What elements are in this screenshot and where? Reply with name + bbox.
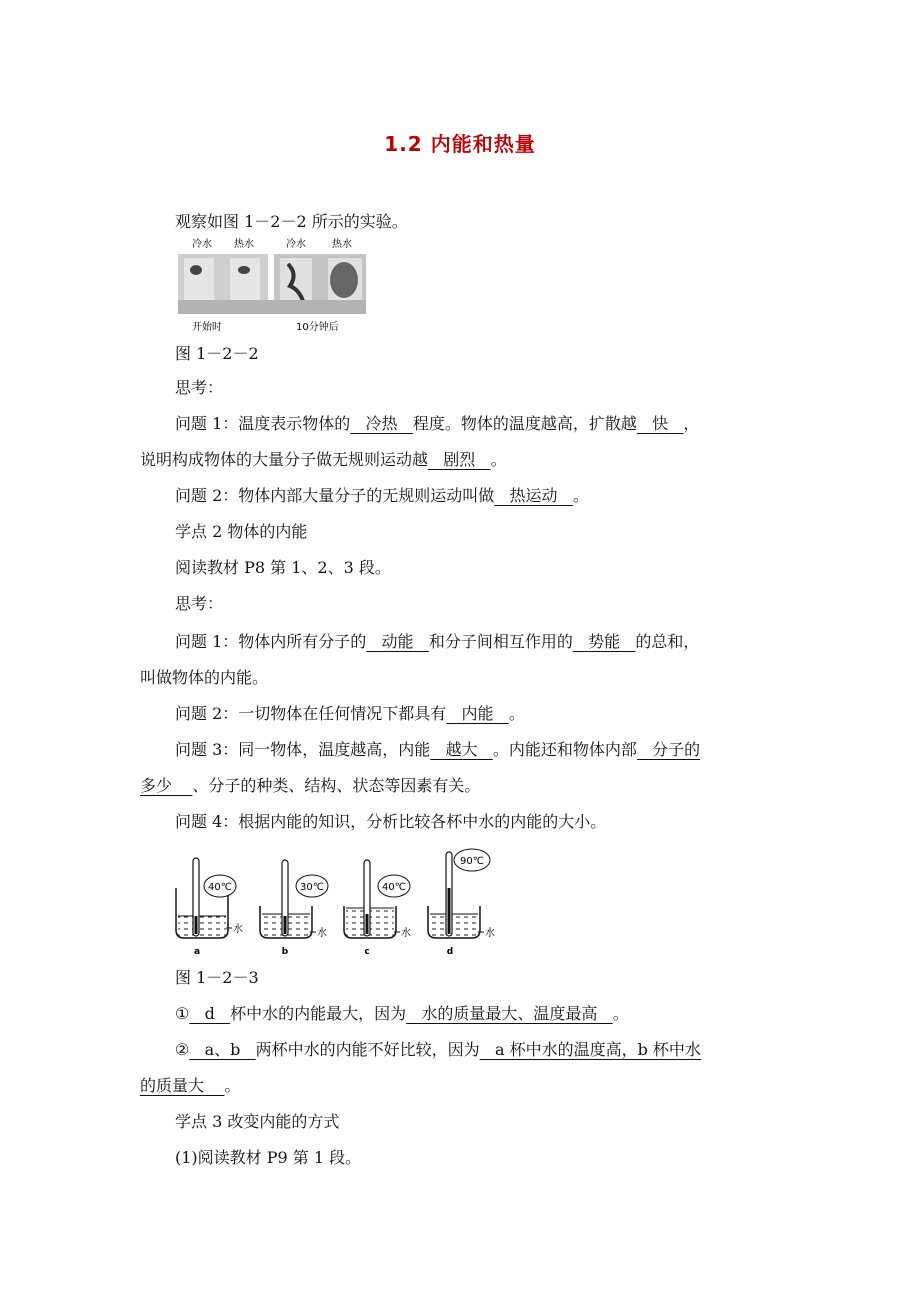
section-heading-2: 学点 2 物体的内能 <box>175 522 308 541</box>
reading-instruction-2: (1)阅读教材 P9 第 1 段。 <box>175 1148 362 1167</box>
answer-reason-2b: 的质量大 <box>140 1076 205 1095</box>
temp-a-label: 40℃ <box>208 882 232 893</box>
fig1-label-after: 10分钟后 <box>296 322 339 333</box>
q1-text-a: 问题 1：温度表示物体的 <box>175 414 351 433</box>
think-label-1: 思考： <box>175 378 224 397</box>
question-5-line-2: 多少 、分子的种类、结构、状态等因素有关。 <box>140 776 481 795</box>
answer-kinetic-energy: 动能 <box>381 632 414 651</box>
question-4: 问题 2：一切物体在任何情况下都具有 内能 。 <box>175 704 525 723</box>
diffusion-experiment-figure <box>178 236 370 334</box>
think-label-2: 思考： <box>175 594 224 613</box>
q1-text-b: 程度。物体的温度越高，扩散越 <box>412 414 637 433</box>
answer-reason-2a: a 杯中水的温度高，b 杯中水 <box>494 1040 701 1059</box>
answer-internal-energy: 内能 <box>461 704 494 723</box>
question-2: 问题 2：物体内部大量分子的无规则运动叫做 热运动 。 <box>175 486 589 505</box>
answer-cold-hot: 冷热 <box>365 414 398 433</box>
beaker-b <box>260 860 328 957</box>
answer-2-line-2: 的质量大 。 <box>140 1076 241 1095</box>
beakers-figure <box>168 848 504 958</box>
question-1-line-1: 问题 1：温度表示物体的 冷热 程度。物体的温度越高，扩散越 快 ， <box>175 414 700 433</box>
temp-b-label: 30℃ <box>300 882 324 893</box>
answer-intense: 剧烈 <box>443 450 476 469</box>
fig1-label-hot-2: 热水 <box>332 239 352 250</box>
section-heading-3: 学点 3 改变内能的方式 <box>175 1112 340 1131</box>
intro-text: 观察如图 1－2－2 所示的实验。 <box>175 212 408 231</box>
cup-label-d: d <box>446 947 454 957</box>
question-6: 问题 4：根据内能的知识，分析比较各杯中水的内能的大小。 <box>175 812 607 831</box>
answer-larger: 越大 <box>445 740 478 759</box>
figure-caption-2: 图 1－2－3 <box>175 968 259 987</box>
fig1-label-hot-1: 热水 <box>234 239 254 250</box>
temp-d-label: 90℃ <box>460 856 484 867</box>
beaker-c <box>344 860 411 957</box>
fig1-label-cold-2: 冷水 <box>286 239 306 250</box>
answer-reason-1: 水的质量最大、温度最高 <box>421 1004 598 1023</box>
answer-cups-ab: a、b <box>204 1040 241 1059</box>
answer-molecule-count-a: 分子的 <box>652 740 701 759</box>
answer-fast: 快 <box>652 414 669 433</box>
answer-cup-d: d <box>204 1004 215 1023</box>
reading-instruction-1: 阅读教材 P8 第 1、2、3 段。 <box>175 558 391 577</box>
water-label-d: 水 <box>485 928 495 939</box>
page-title: 1.2 内能和热量 <box>384 132 536 156</box>
beaker-d <box>428 849 495 957</box>
water-label-c: 水 <box>401 928 411 939</box>
question-3-line-1: 问题 1：物体内所有分子的 动能 和分子间相互作用的 势能 的总和， <box>175 632 700 651</box>
temp-c-label: 40℃ <box>382 882 406 893</box>
answer-molecule-count-b: 多少 <box>140 776 173 795</box>
answer-1: ① d 杯中水的内能最大，因为 水的质量最大、温度最高 。 <box>175 1004 629 1023</box>
cup-label-c: c <box>364 947 370 957</box>
beaker-a <box>176 858 243 957</box>
question-1-line-2: 说明构成物体的大量分子做无规则运动越 剧烈 。 <box>140 450 507 469</box>
fig1-label-cold-1: 冷水 <box>192 239 212 250</box>
water-label-b: 水 <box>317 928 327 939</box>
answer-thermal-motion: 热运动 <box>509 486 558 505</box>
cup-label-a: a <box>193 947 201 957</box>
water-label-a: 水 <box>233 924 243 935</box>
question-3-line-2: 叫做物体的内能。 <box>140 668 269 687</box>
question-5-line-1: 问题 3：同一物体，温度越高，内能 越大 。内能还和物体内部 分子的 <box>175 740 701 759</box>
answer-2-line-1: ② a、b 两杯中水的内能不好比较，因为 a 杯中水的温度高，b 杯中水 <box>175 1040 701 1059</box>
fig1-label-start: 开始时 <box>192 322 222 333</box>
answer-potential-energy: 势能 <box>588 632 621 651</box>
cup-label-b: b <box>281 947 289 957</box>
figure-caption-1: 图 1－2－2 <box>175 344 259 363</box>
